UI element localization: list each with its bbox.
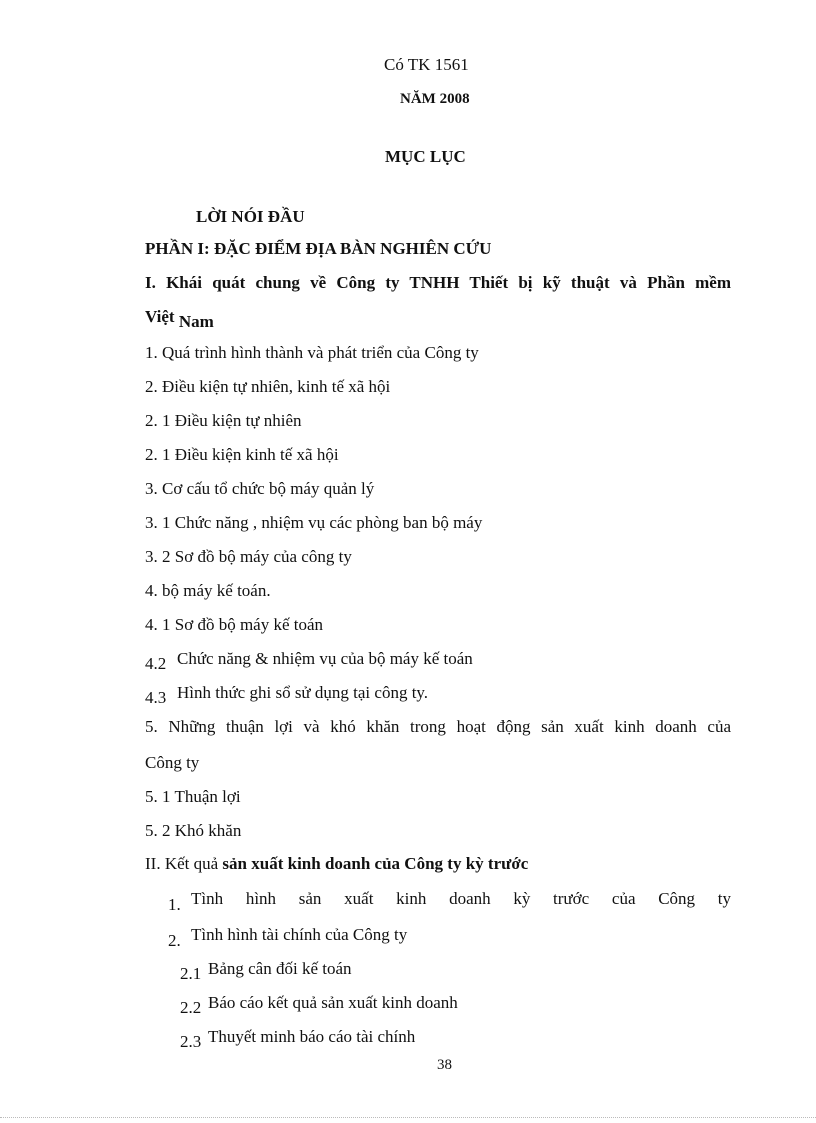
section2-plain: II. Kết quả (145, 854, 223, 873)
toc-entry-5-1: 5. 1 Thuận lợi (145, 787, 241, 806)
toc-entry-section1: I. Khái quát chung về Công ty TNHH Thiết bị kỹ thuật và Phần mềm (145, 273, 731, 292)
entry-text: Thuyết minh báo cáo tài chính (208, 1027, 416, 1046)
section2-bold: sản xuất kinh doanh của Công ty kỳ trước (222, 854, 529, 873)
toc-entry-2-1b: 2. 1 Điều kiện kinh tế xã hội (145, 445, 339, 464)
section1-word-b: Nam (178, 312, 214, 331)
entry-number: 2.3 (180, 1032, 202, 1051)
toc-entry-ii-2-3 (180, 1026, 416, 1051)
toc-entry-preface: LỜI NÓI ĐẦU (196, 207, 305, 226)
toc-entry-4-2 (145, 648, 473, 673)
toc-entry-part1: PHẦN I: ĐẶC ĐIỂM ĐỊA BÀN NGHIÊN CỨU (145, 239, 492, 258)
toc-entry-4-1: 4. 1 Sơ đồ bộ máy kế toán (145, 615, 324, 634)
account-note: Có TK 1561 (384, 55, 469, 74)
toc-entry-5: 5. Những thuận lợi và khó khăn trong hoạt động sản xuất kinh doanh của (145, 717, 731, 736)
year-heading: NĂM 2008 (400, 91, 470, 107)
toc-entry-section1-cont (145, 306, 214, 331)
toc-entry-5-cont: Công ty (145, 753, 200, 772)
toc-entry-ii-2-2 (180, 992, 458, 1017)
entry-text: Chức năng & nhiệm vụ của bộ máy kế toán (177, 649, 473, 668)
toc-entry-ii-1 (168, 888, 731, 914)
toc-entry-2: 2. Điều kiện tự nhiên, kinh tế xã hội (145, 377, 391, 396)
entry-number: 2. (168, 931, 181, 950)
toc-title: MỤC LỤC (385, 147, 466, 166)
toc-entry-3-2: 3. 2 Sơ đồ bộ máy của công ty (145, 547, 352, 566)
toc-entry-section2 (145, 853, 528, 875)
entry-number: 2.2 (180, 998, 202, 1017)
entry-text: Tình hình sản xuất kinh doanh kỳ trước của Công ty (191, 889, 731, 908)
toc-entry-ii-2-1 (180, 958, 352, 983)
toc-entry-4: 4. bộ máy kế toán. (145, 581, 271, 600)
entry-text: Tình hình tài chính của Công ty (191, 925, 408, 944)
entry-text: Hình thức ghi sổ sử dụng tại công ty. (177, 683, 429, 702)
entry-number: 4.2 (145, 654, 167, 673)
toc-entry-4-3 (145, 682, 429, 707)
page-bottom-rule (0, 1117, 816, 1119)
entry-text: Báo cáo kết quả sản xuất kinh doanh (208, 993, 458, 1012)
entry-text: Bảng cân đối kế toán (208, 959, 352, 978)
page-number: 38 (437, 1057, 452, 1073)
toc-entry-1: 1. Quá trình hình thành và phát triển của Công ty (145, 343, 479, 362)
toc-entry-5-2: 5. 2 Khó khăn (145, 821, 242, 840)
toc-entry-ii-2 (168, 924, 408, 950)
entry-number: 2.1 (180, 964, 202, 983)
entry-number: 4.3 (145, 688, 167, 707)
toc-entry-2-1a: 2. 1 Điều kiện tự nhiên (145, 411, 302, 430)
toc-entry-3: 3. Cơ cấu tổ chức bộ máy quản lý (145, 479, 375, 498)
toc-entry-3-1: 3. 1 Chức năng , nhiệm vụ các phòng ban bộ máy (145, 513, 483, 532)
section1-word-a: Việt (145, 307, 175, 326)
entry-number: 1. (168, 895, 181, 914)
